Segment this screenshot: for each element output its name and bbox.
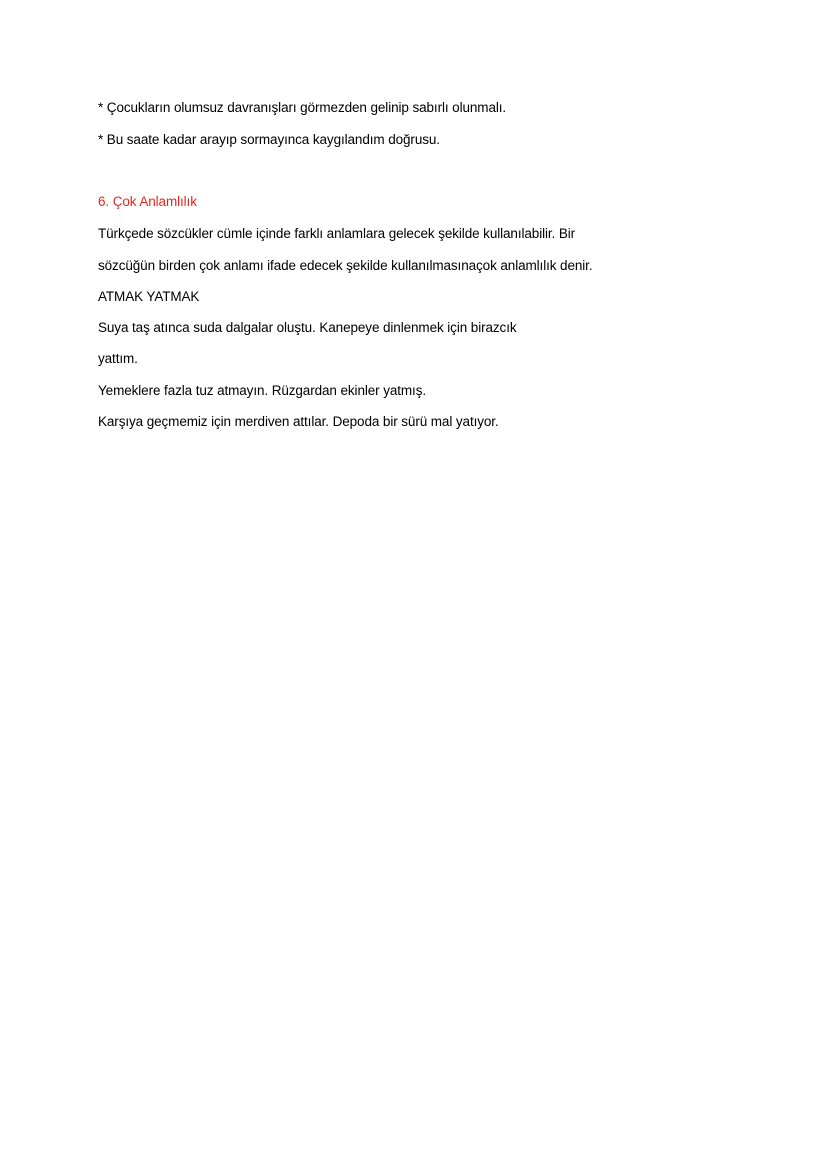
example-line: yattım. xyxy=(98,351,138,366)
bullet-line: * Çocukların olumsuz davranışları görmezden gelinip sabırlı olunmalı. xyxy=(98,100,507,115)
section-heading: 6. Çok Anlamlılık xyxy=(98,194,197,209)
example-words: ATMAK YATMAK xyxy=(98,289,200,304)
paragraph-line: sözcüğün birden çok anlamı ifade edecek şekilde kullanılmasınaçok anlamlılık denir. xyxy=(98,258,593,273)
paragraph-line: Türkçede sözcükler cümle içinde farklı anlamlara gelecek şekilde kullanılabilir. Bir xyxy=(98,226,576,241)
example-line: Yemeklere fazla tuz atmayın. Rüzgardan ekinler yatmış. xyxy=(98,383,427,398)
example-line: Suya taş atınca suda dalgalar oluştu. Kanepeye dinlenmek için birazcık xyxy=(98,320,517,335)
bullet-line: * Bu saate kadar arayıp sormayınca kaygılandım doğrusu. xyxy=(98,132,440,147)
example-line: Karşıya geçmemiz için merdiven attılar. Depoda bir sürü mal yatıyor. xyxy=(98,414,499,429)
